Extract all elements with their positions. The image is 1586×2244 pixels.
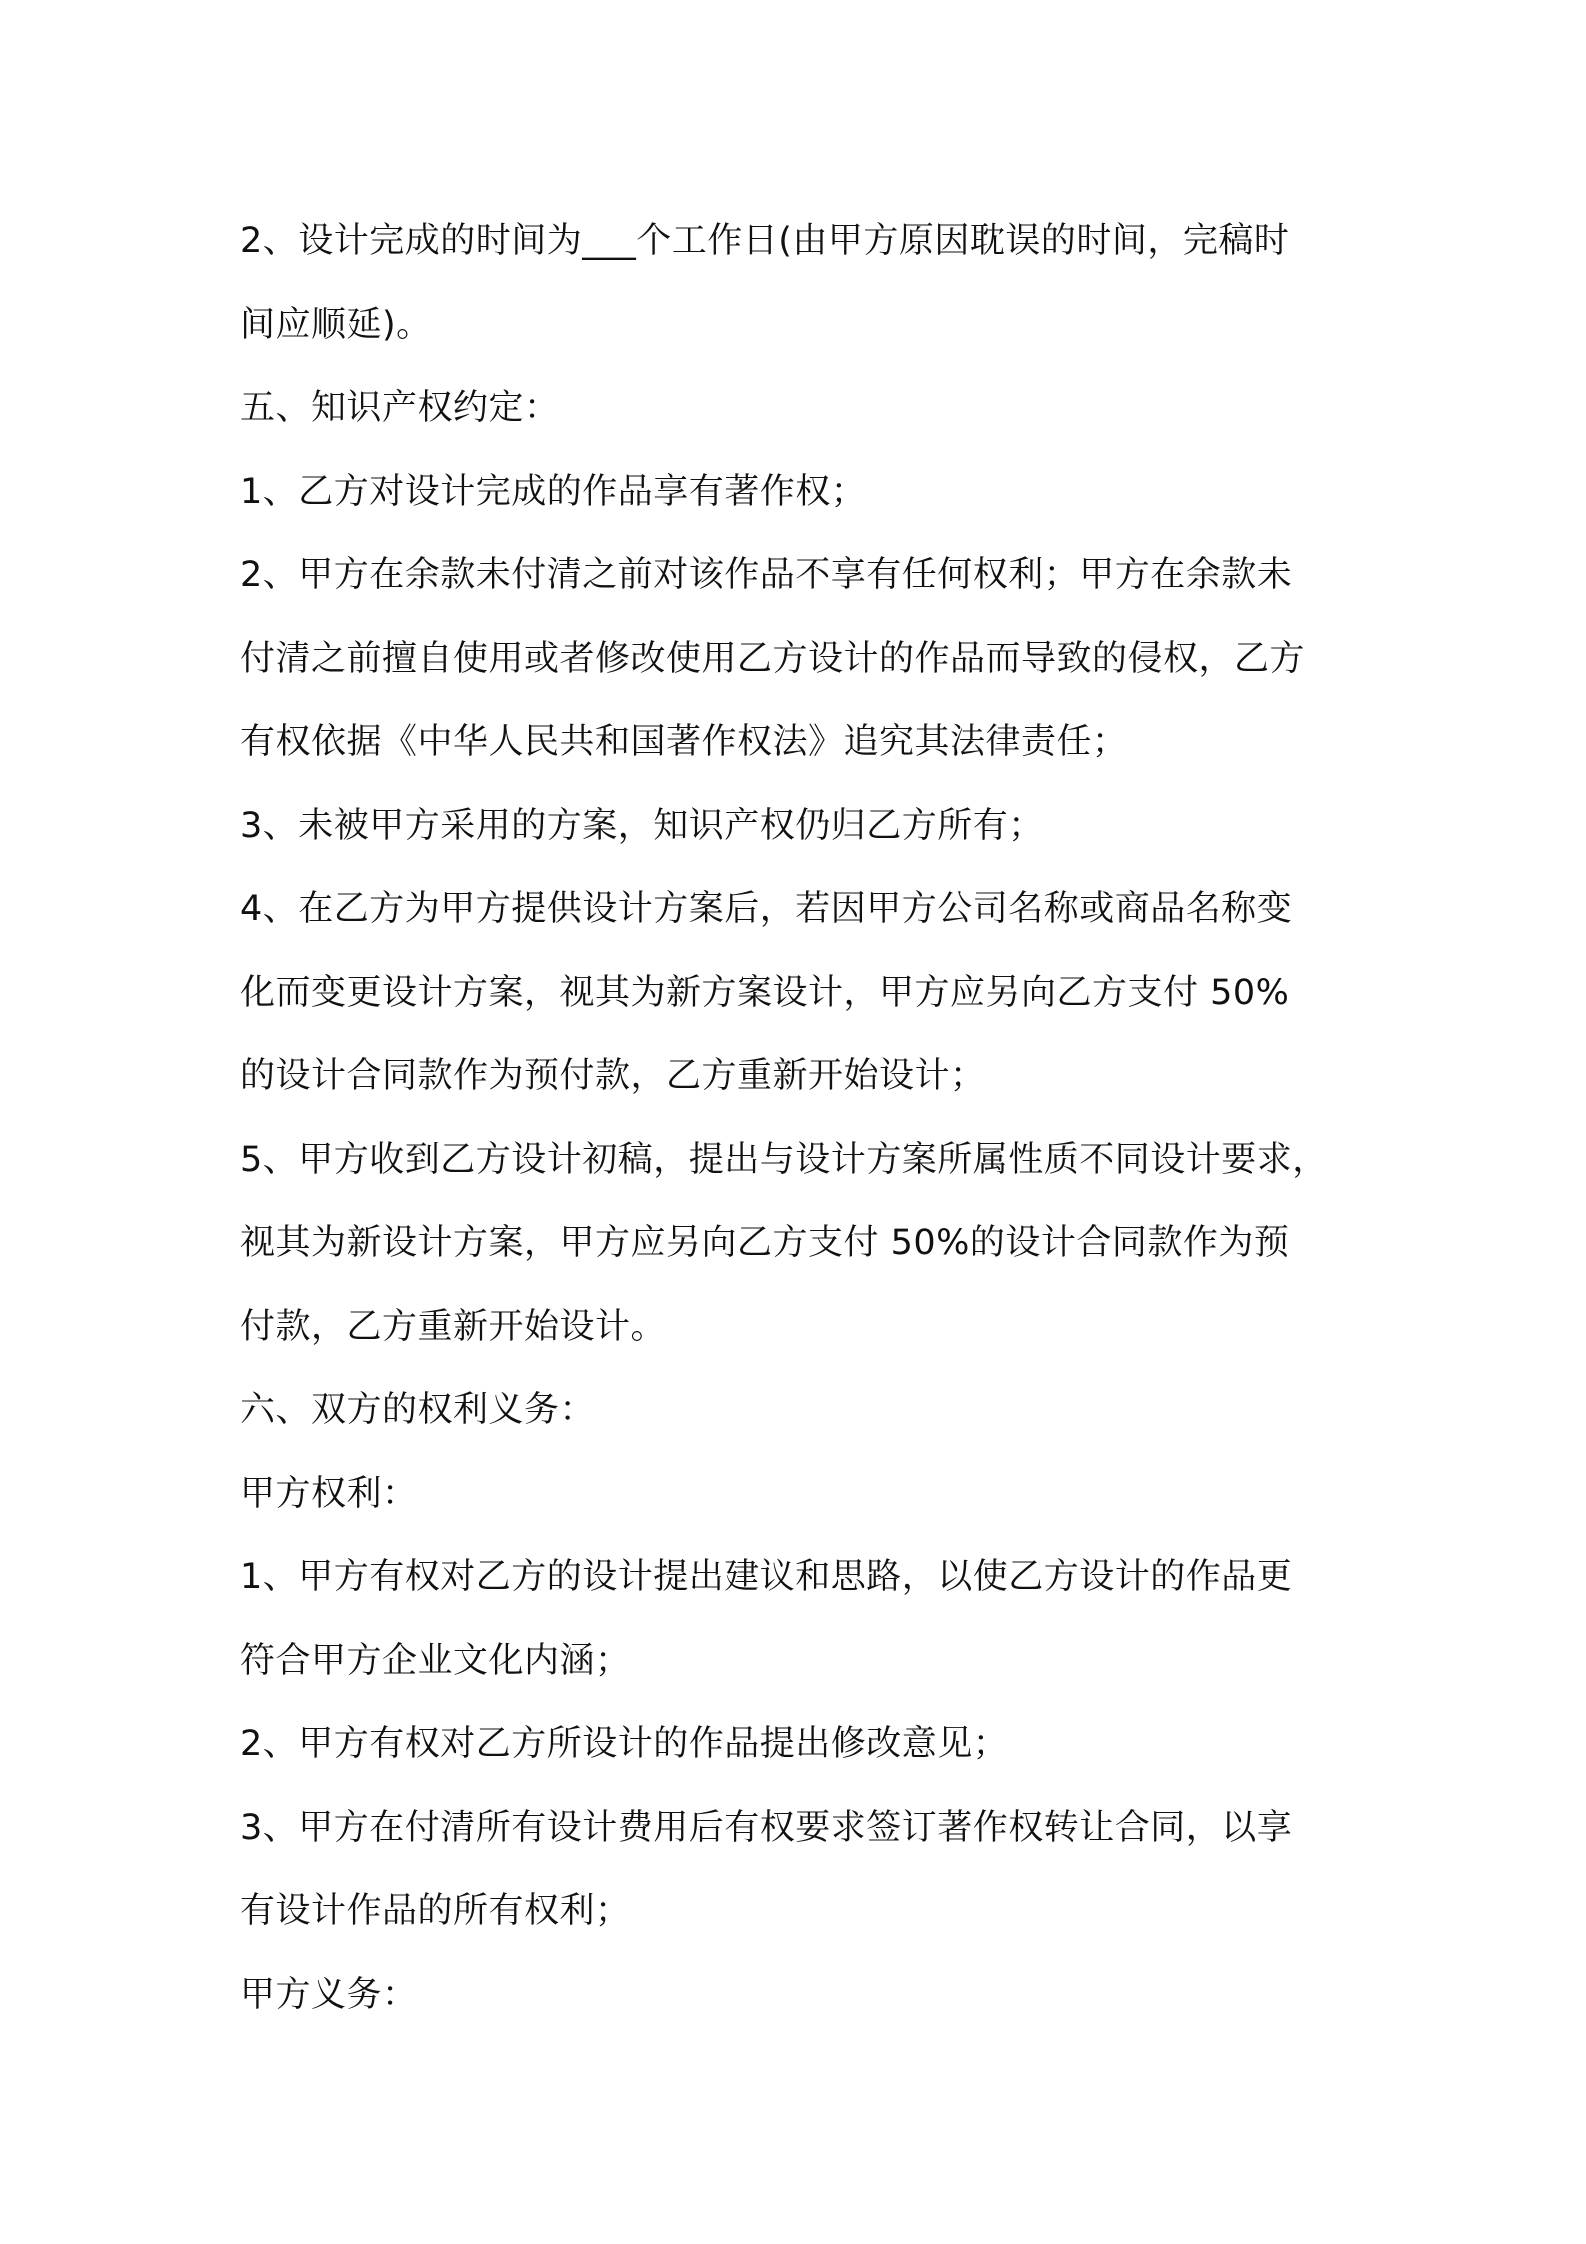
text-line: 化而变更设计方案，视其为新方案设计，甲方应另向乙方支付 50% — [240, 972, 1290, 1013]
text-line: 2、甲方有权对乙方所设计的作品提出修改意见； — [240, 1724, 1009, 1764]
text-line: 的设计合同款作为预付款，乙方重新开始设计； — [240, 1056, 986, 1096]
text-line: 2、设计完成的时间为___个工作日(由甲方原因耽误的时间，完稿时 — [240, 221, 1290, 261]
text-line: 3、未被甲方采用的方案，知识产权仍归乙方所有； — [240, 805, 1044, 846]
section-heading: 六、双方的权利义务： — [240, 1390, 596, 1430]
subsection-heading: 甲方权利： — [240, 1473, 418, 1514]
subsection-heading: 甲方义务： — [240, 1974, 418, 2015]
text-line: 4、在乙方为甲方提供设计方案后，若因甲方公司名称或商品名称变 — [240, 889, 1293, 929]
text-line: 视其为新设计方案，甲方应另向乙方支付 50%的设计合同款作为预 — [240, 1223, 1290, 1263]
text-line: 有权依据《中华人民共和国著作权法》追究其法律责任； — [240, 722, 1128, 762]
text-line: 1、甲方有权对乙方的设计提出建议和思路，以使乙方设计的作品更 — [240, 1557, 1293, 1597]
text-line: 有设计作品的所有权利； — [240, 1891, 631, 1931]
text-line: 付款，乙方重新开始设计。 — [240, 1306, 667, 1347]
text-line: 间应顺延)。 — [240, 304, 432, 345]
text-line: 5、甲方收到乙方设计初稿，提出与设计方案所属性质不同设计要求， — [240, 1139, 1328, 1180]
text-line: 2、甲方在余款未付清之前对该作品不享有任何权利；甲方在余款未 — [240, 555, 1293, 595]
section-heading: 五、知识产权约定： — [240, 388, 560, 428]
text-line: 符合甲方企业文化内涵； — [240, 1640, 631, 1681]
text-line: 3、甲方在付清所有设计费用后有权要求签订著作权转让合同，以享 — [240, 1807, 1293, 1848]
text-line: 1、乙方对设计完成的作品享有著作权； — [240, 471, 867, 512]
document-body — [240, 200, 1370, 2037]
text-line: 付清之前擅自使用或者修改使用乙方设计的作品而导致的侵权，乙方 — [240, 638, 1306, 679]
